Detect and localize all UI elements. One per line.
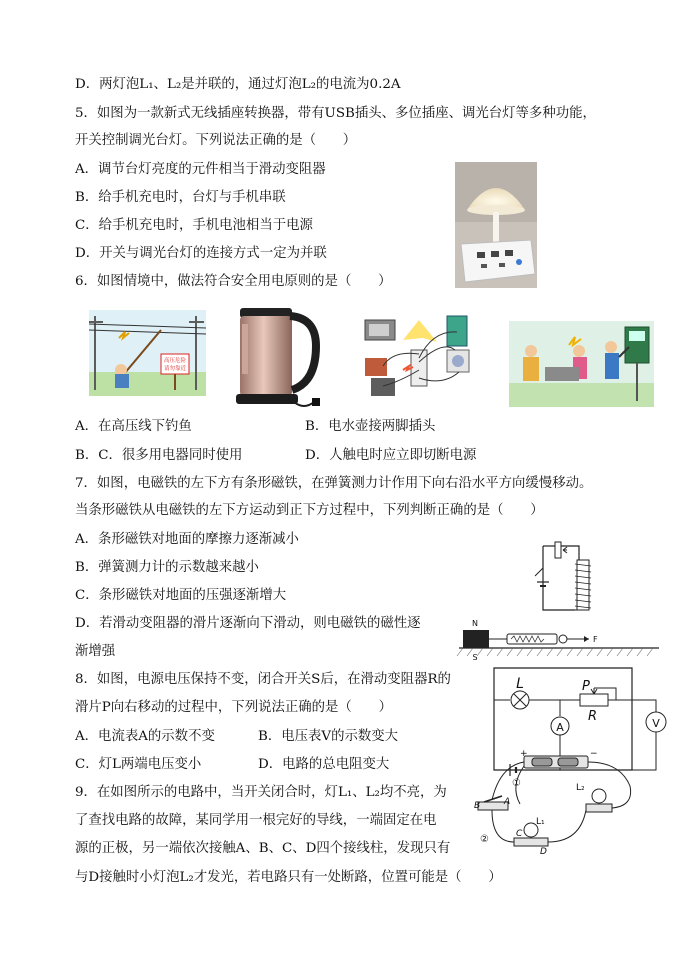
q6-option-a: A．在高压线下钓鱼 xyxy=(75,419,192,434)
q9-stem-line4: 与D接触时小灯泡L₂才发光，若电路只有一处断路，位置可能是（ ） xyxy=(75,870,502,885)
lamp-l2-label: L₂ xyxy=(576,783,585,793)
rheostat-symbol xyxy=(555,542,561,558)
electric-kettle-image xyxy=(232,302,322,414)
lamp-l1-base xyxy=(514,838,548,846)
q8-option-c: C．灯L两端电压变小 xyxy=(75,757,202,772)
q8-option-b: B．电压表V的示数变大 xyxy=(258,729,399,744)
q7-option-a: A．条形磁铁对地面的摩擦力逐渐减小 xyxy=(75,532,299,547)
force-label: F xyxy=(593,635,598,644)
terminal-d-label: D xyxy=(540,847,547,856)
south-pole-label: S xyxy=(472,653,478,662)
switch-symbol xyxy=(535,568,543,576)
negative-terminal-label: − xyxy=(590,749,598,759)
physical-circuit-figure xyxy=(470,746,656,856)
q8-stem-line1: 8．如图，电源电压保持不变，闭合开关S后，在滑动变阻器R的 xyxy=(75,672,451,687)
q6-stem: 6．如图情境中，做法符合安全用电原则的是（ ） xyxy=(75,274,392,289)
q5-option-a: A．调节台灯亮度的元件相当于滑动变阻器 xyxy=(75,162,326,177)
q5-option-c: C．给手机充电时，手机电池相当于电源 xyxy=(75,218,313,233)
q7-option-b: B．弹簧测力计的示数越来越小 xyxy=(75,560,259,575)
lamp-label: L xyxy=(516,676,524,692)
lamp-power-strip-image xyxy=(455,162,537,288)
wire-1-label: ① xyxy=(512,778,521,789)
terminal-a-label: A xyxy=(504,797,511,807)
terminal-c-label: C xyxy=(516,829,523,839)
rheostat-label: R xyxy=(588,709,598,724)
electromagnet-figure xyxy=(455,538,663,663)
q6-option-d: D．人触电时应立即切断电源 xyxy=(305,448,477,463)
q7-option-d-line1: D．若滑动变阻器的滑片逐渐向下滑动，则电磁铁的磁性逐 xyxy=(75,616,421,631)
q8-option-a: A．电流表A的示数不变 xyxy=(75,729,215,744)
q6-option-c: B．C．很多用电器同时使用 xyxy=(75,448,243,463)
lamp-l1-label: L₁ xyxy=(536,817,545,827)
lamp-l2-bulb xyxy=(592,789,606,803)
q9-stem-line1: 9．在如图所示的电路中，当开关闭合时，灯L₁、L₂均不亮，为 xyxy=(75,785,447,800)
positive-terminal-label: + xyxy=(520,749,528,759)
q9-stem-line2: 了查找电路的故障，某同学用一根完好的导线，一端固定在电 xyxy=(75,813,437,828)
q9-stem-line3: 源的正极，另一端依次接触A、B、C、D四个接线柱，发现只有 xyxy=(75,841,451,856)
ammeter-label: A xyxy=(556,721,564,734)
q8-stem-line2: 滑片P向右移动的过程中，下列说法正确的是（ ） xyxy=(75,700,392,715)
warning-sign-line1: 高压危险 xyxy=(163,358,187,364)
fishing-under-power-line-image xyxy=(89,310,206,396)
q5-option-d: D．开关与调光台灯的连接方式一定为并联 xyxy=(75,246,327,261)
q4-option-d: D．两灯泡L₁、L₂是并联的，通过灯泡L₂的电流为0.2A xyxy=(75,77,401,92)
q7-stem-line1: 7．如图，电磁铁的左下方有条形磁铁，在弹簧测力计作用下向右沿水平方向缓慢移动。 xyxy=(75,476,593,491)
many-appliances-one-outlet-image xyxy=(363,310,479,400)
warning-sign-line2: 请勿靠近 xyxy=(163,366,187,372)
bar-magnet xyxy=(463,630,489,648)
q5-stem-line2: 开关控制调光台灯。下列说法正确的是（ ） xyxy=(75,133,357,148)
lamp-l2-base xyxy=(586,804,612,812)
rheostat-symbol xyxy=(580,694,608,706)
voltmeter-label: V xyxy=(652,717,660,730)
electromagnet-coil xyxy=(577,560,589,610)
q5-option-b: B．给手机充电时，台灯与手机串联 xyxy=(75,190,286,205)
q5-stem-line1: 5．如图为一款新式无线插座转换器，带有USB插头、多位插座、调光台灯等多种功能， xyxy=(75,106,596,121)
arrow-right-icon xyxy=(584,636,589,642)
north-pole-label: N xyxy=(472,619,478,628)
slider-label: P xyxy=(582,679,590,694)
q7-option-d-line2: 渐增强 xyxy=(75,644,116,659)
q8-option-d: D．电路的总电阻变大 xyxy=(258,757,390,772)
electric-shock-rescue-image xyxy=(509,321,654,407)
wire-2-label: ② xyxy=(480,834,489,845)
q6-option-b: B．电水壶接两脚插头 xyxy=(305,419,436,434)
q7-stem-line2: 当条形磁铁从电磁铁的左下方运动到正下方过程中，下列判断正确的是（ ） xyxy=(75,503,544,518)
q7-option-c: C．条形磁铁对地面的压强逐渐增大 xyxy=(75,588,287,603)
terminal-b-label: B xyxy=(474,801,481,811)
